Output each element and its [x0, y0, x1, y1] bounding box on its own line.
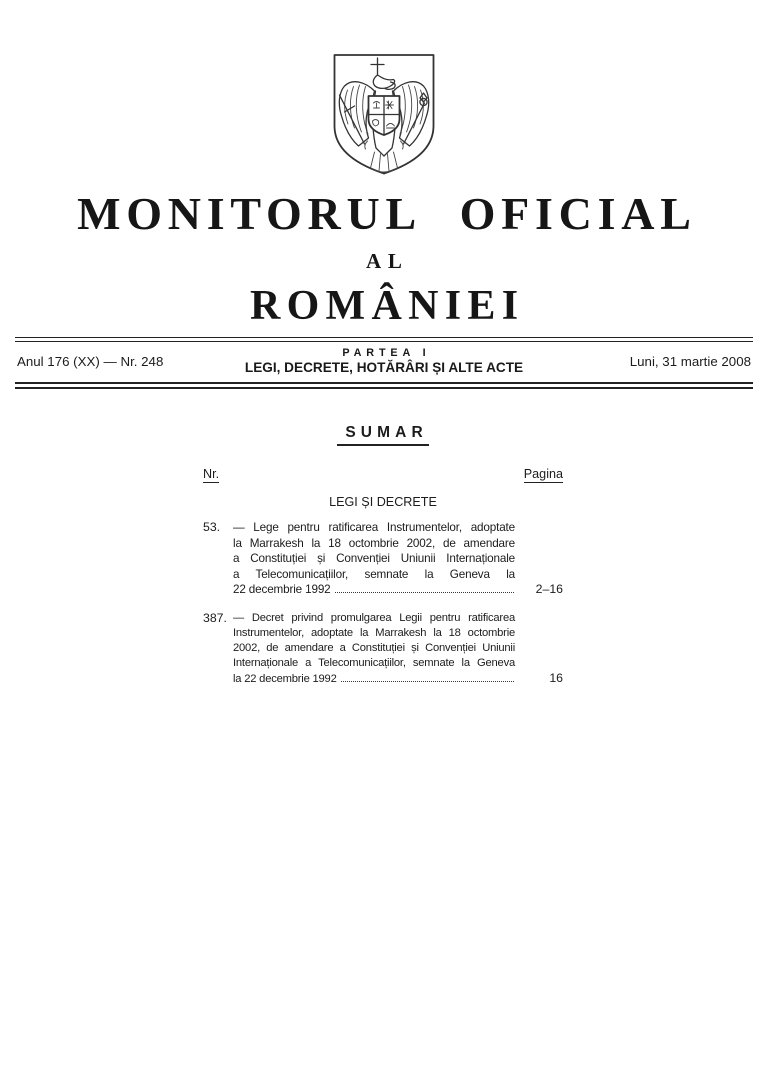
column-header-pagina: Pagina: [523, 467, 563, 481]
gazette-title: MONITORUL OFICIAL: [77, 188, 697, 239]
toc-entry-number: 53.: [203, 520, 221, 534]
masthead: [0, 188, 768, 329]
toc-entry-line: Internaționale a Telecomunicațiilor, semnate la Geneva: [233, 657, 515, 670]
toc-entry: [203, 611, 563, 687]
issue-number: Anul 176 (XX) — Nr. 248: [17, 354, 164, 370]
column-header-nr: Nr.: [203, 467, 220, 481]
toc-entry-line: Instrumentelor, adoptate la Marrakesh la 18 octombrie: [233, 626, 515, 639]
toc-entry-line: 2002, de amendare a Constituției și Convenției Uniunii: [233, 642, 515, 655]
issue-header-band: [15, 337, 753, 389]
issue-date: Luni, 31 martie 2008: [629, 354, 751, 370]
toc-entry: [203, 520, 563, 598]
gazette-title-country: ROMÂNIEI: [249, 283, 525, 329]
section-heading: LEGI ȘI DECRETE: [329, 495, 437, 509]
toc-entry-line: — Decret privind promulgarea Legii pentru ratificarea: [233, 611, 515, 624]
toc-entry-pages: 2–16: [535, 581, 563, 596]
bottom-double-rule: [15, 382, 753, 389]
toc-entry-text: [233, 520, 515, 598]
toc-entry-line: la 22 decembrie 1992: [233, 672, 337, 685]
dot-leader: [335, 592, 514, 593]
toc-entry-line: la Marrakesh la 18 octombrie 2002, de amendare: [233, 536, 515, 550]
part-subtitle: LEGI, DECRETE, HOTĂRÂRI ȘI ALTE ACTE: [244, 360, 524, 376]
toc-entry-text: [233, 611, 515, 687]
summary-title-wrap: [203, 424, 563, 446]
toc-entry-line: a Telecomunicațiilor, semnate la Geneva la: [233, 567, 515, 581]
summary-section: [203, 424, 563, 687]
summary-title: SUMAR: [337, 424, 429, 446]
gazette-title-connector: AL: [366, 249, 409, 273]
toc-entry-line: — Lege pentru ratificarea Instrumentelor, adoptate: [233, 521, 515, 534]
part-block: [232, 347, 536, 376]
dot-leader: [341, 681, 514, 682]
romania-coat-of-arms-icon: [328, 51, 441, 183]
part-label: PARTEA I: [342, 347, 431, 359]
toc-entry-line: a Constituției și Convenției Uniunii Internaționale: [233, 552, 515, 565]
toc-entry-number: 387.: [203, 610, 227, 625]
summary-column-headers: [203, 467, 563, 483]
toc-entry-line: 22 decembrie 1992: [233, 583, 331, 596]
toc-entry-pages: 16: [549, 670, 563, 685]
